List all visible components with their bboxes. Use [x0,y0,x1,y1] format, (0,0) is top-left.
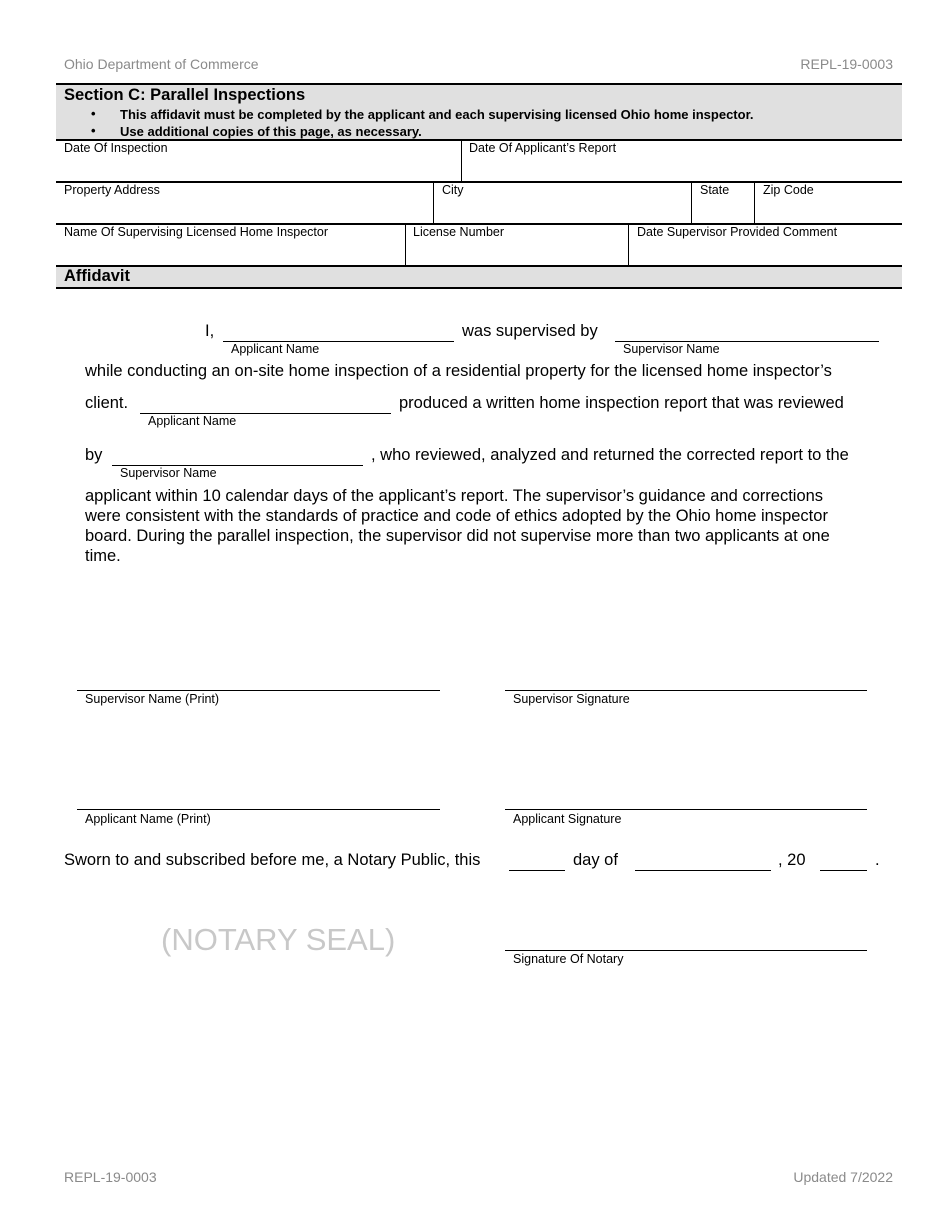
footer-updated: Updated 7/2022 [793,1169,893,1185]
applicant-name-print-label: Applicant Name (Print) [85,812,211,826]
caption-applicant-name-1: Applicant Name [231,342,320,356]
supervisor-name-field[interactable]: Name Of Supervising Licensed Home Inspector [64,225,329,239]
date-of-applicant-report-field[interactable]: Date Of Applicant’s Report [469,141,617,155]
bullet-1: This affidavit must be completed by the applicant and each supervising licensed Ohio home inspector. [120,107,754,122]
grid-divider [461,140,462,181]
grid-divider [691,182,692,223]
affidavit-was-supervised: was supervised by [462,322,598,340]
notary-day-of: day of [573,851,618,869]
zip-code-field[interactable]: Zip Code [763,183,814,197]
property-address-field[interactable]: Property Address [64,183,160,197]
affidavit-title: Affidavit [64,267,130,285]
grid-divider [628,224,629,265]
supervisor-signature-line[interactable] [505,690,867,691]
notary-sworn-text: Sworn to and subscribed before me, a Notary Public, this [64,851,481,869]
bullet-dot-1: • [91,106,96,121]
supervisor-name-print-label: Supervisor Name (Print) [85,692,220,706]
grid-divider [405,224,406,265]
notary-month-line[interactable] [635,870,771,871]
affidavit-paragraph-line-4: time. [85,547,121,565]
footer-form-number: REPL-19-0003 [64,1169,157,1185]
affidavit-line-4-rest: , who reviewed, analyzed and returned the corrected report to the [371,446,849,464]
grid-divider [754,182,755,223]
affidavit-top-rule [56,265,902,267]
affidavit-client: client. [85,394,129,412]
header-agency: Ohio Department of Commerce [64,56,259,72]
bullet-2: Use additional copies of this page, as necessary. [120,124,422,139]
notary-signature-line[interactable] [505,950,867,951]
license-number-field[interactable]: License Number [413,225,505,239]
notary-seal: (NOTARY SEAL) [161,922,396,957]
notary-day-line[interactable] [509,870,565,871]
supervisor-signature-label: Supervisor Signature [513,692,630,706]
supervisor-name-print-line[interactable] [77,690,440,691]
applicant-signature-label: Applicant Signature [513,812,622,826]
affidavit-line-2: while conducting an on-site home inspection of a residential property for the licensed home inspector’s [85,362,832,380]
bullet-dot-2: • [91,123,96,138]
caption-applicant-name-2: Applicant Name [148,414,237,428]
city-field[interactable]: City [442,183,464,197]
affidavit-i: I, [205,322,215,340]
affidavit-header [56,266,902,287]
applicant-name-print-line[interactable] [77,809,440,810]
affidavit-paragraph-line-1: applicant within 10 calendar days of the applicant’s report. The supervisor’s guidance and corrections [85,487,824,505]
grid-divider [433,182,434,223]
date-of-inspection-field[interactable]: Date Of Inspection [64,141,168,155]
state-field[interactable]: State [700,183,730,197]
notary-period: . [875,851,880,869]
caption-supervisor-name-1: Supervisor Name [623,342,720,356]
section-c-title: Section C: Parallel Inspections [64,86,306,104]
header-form-number: REPL-19-0003 [800,56,893,72]
applicant-signature-line[interactable] [505,809,867,810]
date-supervisor-comment-field[interactable]: Date Supervisor Provided Comment [637,225,838,239]
affidavit-paragraph-line-3: board. During the parallel inspection, the supervisor did not supervise more than two applicants at one [85,527,830,545]
affidavit-by: by [85,446,103,464]
notary-signature-label: Signature Of Notary [513,952,624,966]
affidavit-paragraph-line-2: were consistent with the standards of practice and code of ethics adopted by the Ohio home inspector [85,507,828,525]
section-c-top-rule [56,83,902,85]
notary-year-line[interactable] [820,870,867,871]
affidavit-line-3-rest: produced a written home inspection report that was reviewed [399,394,844,412]
caption-supervisor-name-2: Supervisor Name [120,466,217,480]
affidavit-bottom-rule [56,287,902,289]
notary-comma-20: , 20 [778,851,806,869]
